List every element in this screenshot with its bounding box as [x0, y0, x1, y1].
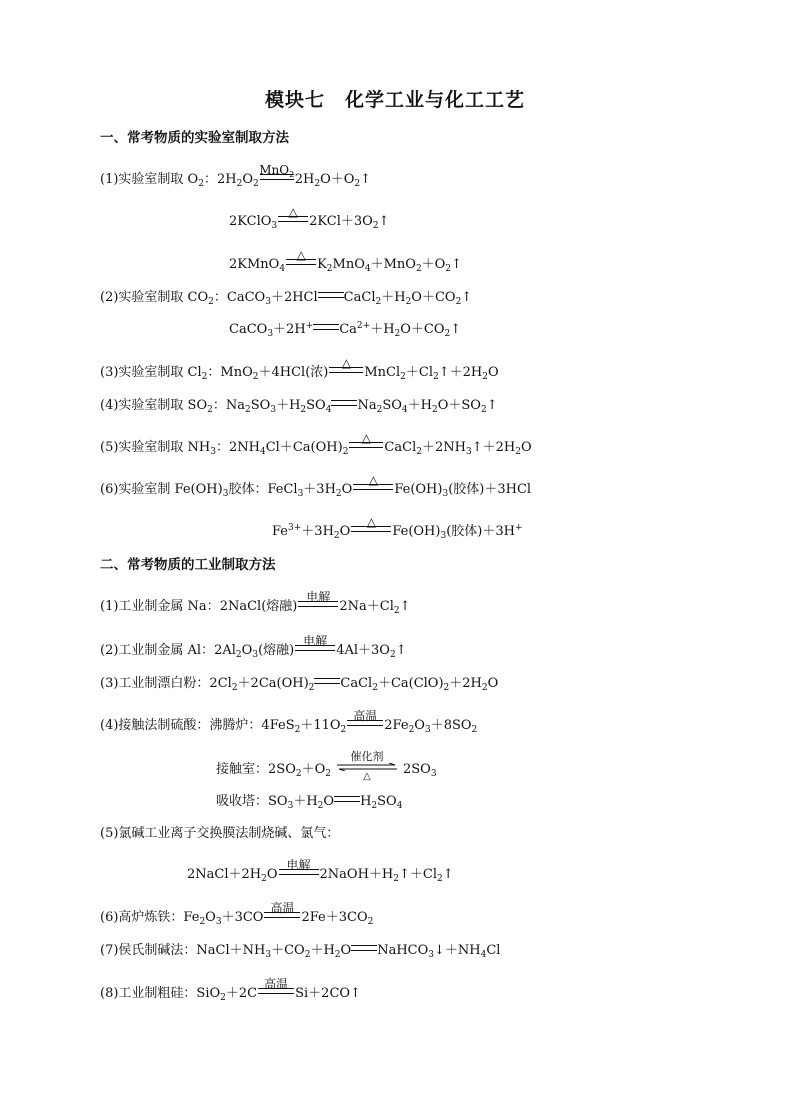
equation-contact: 接触室：$2SO_2+O_2$ 催化剂 △ $2SO_3$	[216, 750, 437, 782]
label-feoh3: (6)实验室制 Fe(OH)	[100, 482, 223, 497]
equation-cl2: (3)实验室制取 $Cl_2$：MnO$_2$＋4HCl(浓) △ $MnCl_2+Cl_2↑+2H_2O$	[100, 356, 499, 382]
equation-o2-kclo3: 2KClO$_3$ △ $2KCl+3O_2↑$	[229, 205, 390, 231]
label-so2: (4)实验室制取 SO	[100, 398, 208, 413]
equation-bleach: (3)工业制漂白粉：$2Cl_2+2Ca(OH)_2$ $CaCl_2+Ca(ClO)_2+2H_2O$	[100, 676, 499, 693]
condition-heat: △	[348, 440, 384, 456]
equation-h2so4-furnace: (4)接触法制硫酸：沸腾炉：$4FeS_2+11O_2$ 高温 $2Fe_2O_3+8SO_2$	[100, 709, 478, 735]
equation-co2-ionic: CaCO$_3$＋2H+ $Ca^{2+}+H_2O+CO_2↑$	[229, 321, 462, 339]
equation-iron: (6)高炉炼铁：$Fe_2O_3+3CO$ 高温 $2Fe+3CO_2$	[100, 901, 374, 927]
label-o2: (1)实验室制取 O	[100, 172, 199, 187]
condition-high-temp: 高温	[263, 910, 301, 926]
equation-co2: (2)实验室制取 $CO_2$：CaCO$_3$＋2HCl $CaCl_2+H_2O+CO_2↑$	[100, 290, 473, 307]
condition-electrolysis: 电解	[294, 643, 336, 659]
equation-o2-h2o2: (1)实验室制取 $O_2$：$2H_2O_2$ MnO$_2$ $2H_2O+O_2↑$	[100, 163, 372, 189]
condition-mno2: MnO$_2$	[259, 163, 295, 179]
equation-feoh3-colloid: (6)实验室制 $Fe(OH)_3$胶体：$FeCl_3+3H_2O$ △ $Fe(OH)_3$(胶体)＋3HCl	[100, 473, 532, 499]
page-title: 模块七 化学工业与化工工艺	[265, 89, 526, 111]
condition-high-temp: 高温	[346, 718, 384, 734]
equation-hou: (7)侯氏制碱法：$NaCl+NH_3+CO_2+H_2O$ $NaHCO_3↓+NH_4Cl$	[100, 943, 501, 960]
label-hou: (7)侯氏制碱法：	[100, 943, 197, 958]
condition-heat: △	[350, 524, 392, 540]
equation-na: (1)工业制金属 Na：2NaCl(熔融) 电解 $2Na+Cl_2↑$	[100, 590, 411, 616]
condition-heat: △	[352, 482, 394, 498]
condition-heat: △	[328, 365, 364, 381]
label-absorb: 吸收塔：	[216, 794, 269, 809]
reversible-arrow: 催化剂 △	[335, 760, 399, 776]
section-heading-industrial: 二、常考物质的工业制取方法	[100, 557, 276, 573]
label-nh3: (5)实验室制取 NH	[100, 440, 211, 455]
equation-chloralkali: $2NaCl+2H_2O$ 电解 $2NaOH+H_2↑+Cl_2↑$	[187, 858, 454, 884]
label-iron: (6)高炉炼铁：	[100, 910, 184, 925]
label-cl2: (3)实验室制取 Cl	[100, 365, 202, 380]
condition-high-temp: 高温	[257, 986, 295, 1002]
label-bleach: (3)工业制漂白粉：	[100, 676, 210, 691]
equation-al: (2)工业制金属 Al：$2Al_2O_3$(熔融) 电解 $4Al+3O_2↑$	[100, 634, 407, 660]
label-contact: 接触室：	[216, 762, 269, 777]
condition-electrolysis: 电解	[297, 599, 339, 615]
label-chloralkali: (5)氯碱工业离子交换膜法制烧碱、氯气：	[100, 826, 340, 841]
equation-absorb: 吸收塔：$SO_3+H_2O$ $H_2SO_4$	[216, 794, 403, 811]
section-heading-lab: 一、常考物质的实验室制取方法	[100, 130, 289, 146]
condition-heat: △	[277, 214, 309, 230]
condition-electrolysis: 电解	[278, 867, 320, 883]
equation-feoh3-ionic: $Fe^{3+}+3H_2O$ △ $Fe(OH)_3$(胶体)＋3H+	[272, 515, 523, 541]
equation-so2: (4)实验室制取 $SO_2$：$Na_2SO_3+H_2SO_4$ $Na_2SO_4+H_2O+SO_2↑$	[100, 398, 498, 415]
label-si: (8)工业制粗硅：	[100, 986, 197, 1001]
label-h2so4: (4)接触法制硫酸：沸腾炉：	[100, 718, 262, 733]
equation-o2-kmno4: 2KMnO$_4$ △ $K_2MnO_4+MnO_2+O_2↑$	[229, 248, 462, 274]
equation-si: (8)工业制粗硅：SiO$_2$＋2C 高温 Si＋2CO↑	[100, 977, 361, 1003]
label-al: (2)工业制金属 Al：	[100, 643, 215, 658]
condition-heat: △	[285, 257, 317, 273]
label-co2: (2)实验室制取 CO	[100, 290, 209, 305]
equation-nh3: (5)实验室制取 $NH_3$：$2NH_4Cl+Ca(OH)_2$ △ $CaCl_2+2NH_3↑+2H_2O$	[100, 431, 532, 457]
label-na: (1)工业制金属 Na：	[100, 599, 220, 614]
